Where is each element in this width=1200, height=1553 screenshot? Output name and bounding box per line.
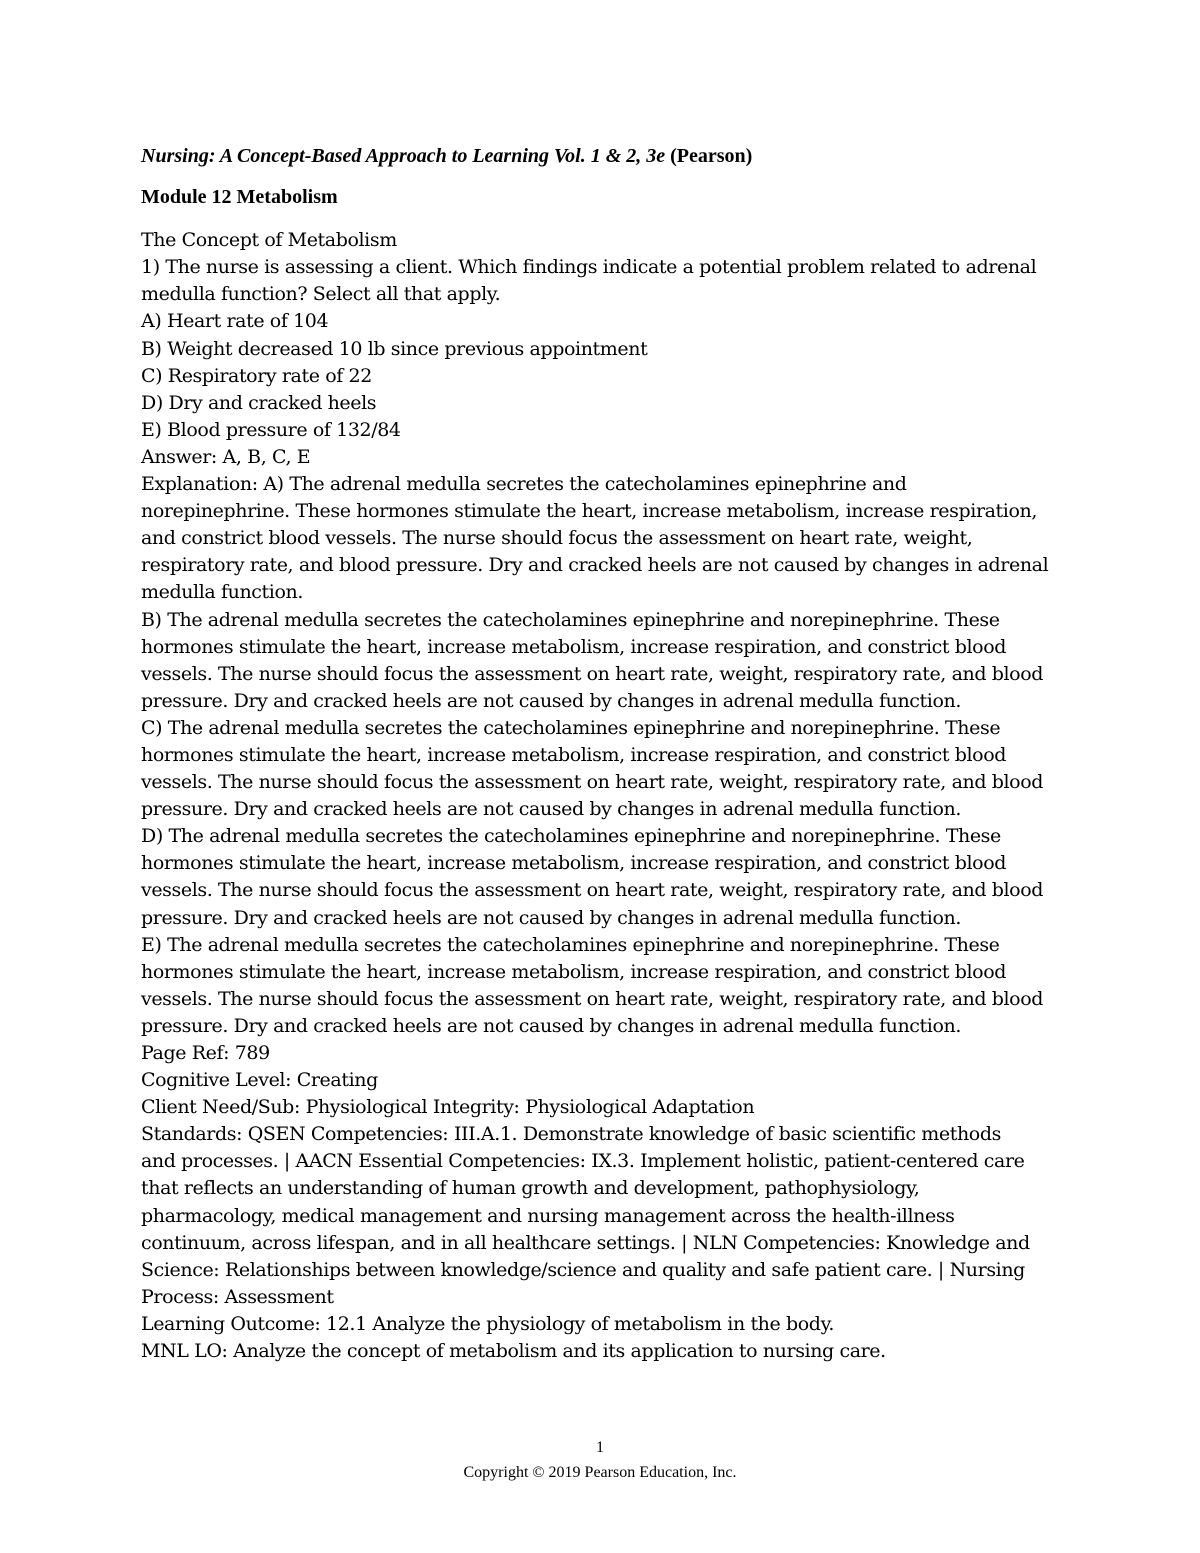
standards-line: Science: Relationships between knowledge/science and quality and safe patient care. | Nursing	[141, 1258, 1025, 1281]
explanation-line: norepinephrine. These hormones stimulate the heart, increase metabolism, increase respiration,	[141, 500, 1037, 523]
page-number: 1	[596, 1439, 604, 1456]
standards-line: pharmacology, medical management and nursing management across the health-illness	[141, 1204, 955, 1227]
standards-line: and processes. | AACN Essential Competencies: IX.3. Implement holistic, patient-centered care	[141, 1150, 1025, 1173]
explanation-line: vessels. The nurse should focus the assessment on heart rate, weight, respiratory rate, and blood	[141, 987, 1044, 1010]
standards-line: Standards: QSEN Competencies: III.A.1. Demonstrate knowledge of basic scientific methods	[141, 1123, 1001, 1146]
cognitive-level: Cognitive Level: Creating	[141, 1069, 378, 1092]
explanation-line: pressure. Dry and cracked heels are not caused by changes in adrenal medulla function.	[141, 798, 961, 821]
client-need: Client Need/Sub: Physiological Integrity: Physiological Adaptation	[141, 1096, 755, 1119]
explanation-line: respiratory rate, and blood pressure. Dry and cracked heels are not caused by changes in adrenal	[141, 554, 1049, 577]
explanation-line: pressure. Dry and cracked heels are not caused by changes in adrenal medulla function.	[141, 689, 961, 712]
option-b: B) Weight decreased 10 lb since previous appointment	[141, 337, 648, 360]
explanation-line: vessels. The nurse should focus the assessment on heart rate, weight, respiratory rate, and blood	[141, 771, 1044, 794]
explanation-line: medulla function.	[141, 581, 303, 604]
question-block	[141, 254, 1061, 1365]
explanation-line: E) The adrenal medulla secretes the catecholamines epinephrine and norepinephrine. These	[141, 933, 1000, 956]
explanation-line: D) The adrenal medulla secretes the catecholamines epinephrine and norepinephrine. These	[141, 825, 1001, 848]
question-stem-line: 1) The nurse is assessing a client. Which findings indicate a potential problem related to adrenal	[141, 256, 1037, 279]
explanation-line: B) The adrenal medulla secretes the catecholamines epinephrine and norepinephrine. These	[141, 608, 1000, 631]
standards-line: continuum, across lifespan, and in all healthcare settings. | NLN Competencies: Knowledge and	[141, 1231, 1030, 1254]
option-a: A) Heart rate of 104	[141, 310, 329, 333]
explanation-line: C) The adrenal medulla secretes the catecholamines epinephrine and norepinephrine. These	[141, 716, 1001, 739]
explanation-line: and constrict blood vessels. The nurse should focus the assessment on heart rate, weight,	[141, 527, 973, 550]
page-ref: Page Ref: 789	[141, 1042, 270, 1064]
publisher: (Pearson)	[665, 145, 753, 167]
mnl-lo: MNL LO: Analyze the concept of metabolism and its application to nursing care.	[141, 1340, 886, 1363]
page-content	[141, 143, 1061, 1365]
option-d: D) Dry and cracked heels	[141, 391, 377, 414]
explanation-line: vessels. The nurse should focus the assessment on heart rate, weight, respiratory rate, and blood	[141, 879, 1044, 902]
standards	[141, 1121, 1061, 1311]
explanation-line: pressure. Dry and cracked heels are not caused by changes in adrenal medulla function.	[141, 906, 961, 929]
option-c: C) Respiratory rate of 22	[141, 364, 372, 387]
module-title: Module 12 Metabolism	[141, 186, 338, 209]
explanation-line: pressure. Dry and cracked heels are not caused by changes in adrenal medulla function.	[141, 1014, 961, 1037]
explanation-line: vessels. The nurse should focus the assessment on heart rate, weight, respiratory rate, and blood	[141, 662, 1044, 685]
explanation-line: hormones stimulate the heart, increase metabolism, increase respiration, and constrict blood	[141, 635, 1007, 658]
learning-outcome: Learning Outcome: 12.1 Analyze the physiology of metabolism in the body.	[141, 1312, 835, 1335]
question-stem-line: medulla function? Select all that apply.	[141, 283, 501, 306]
standards-line: Process: Assessment	[141, 1285, 334, 1308]
explanation	[141, 471, 1061, 1040]
answer-line: Answer: A, B, C, E	[141, 445, 311, 468]
book-title: Nursing: A Concept-Based Approach to Learning Vol. 1 & 2, 3e	[141, 145, 666, 167]
concept-title: The Concept of Metabolism	[141, 229, 397, 252]
explanation-line: hormones stimulate the heart, increase metabolism, increase respiration, and constrict blood	[141, 960, 1007, 983]
option-e: E) Blood pressure of 132/84	[141, 418, 401, 441]
book-title-line	[141, 143, 1061, 170]
copyright-notice: Copyright © 2019 Pearson Education, Inc.	[463, 1464, 737, 1481]
explanation-line: hormones stimulate the heart, increase metabolism, increase respiration, and constrict blood	[141, 743, 1007, 766]
answer-options	[141, 308, 1061, 443]
explanation-line: Explanation: A) The adrenal medulla secretes the catecholamines epinephrine and	[141, 473, 907, 496]
standards-line: that reflects an understanding of human growth and development, pathophysiology,	[141, 1177, 920, 1200]
explanation-line: hormones stimulate the heart, increase metabolism, increase respiration, and constrict blood	[141, 852, 1007, 875]
